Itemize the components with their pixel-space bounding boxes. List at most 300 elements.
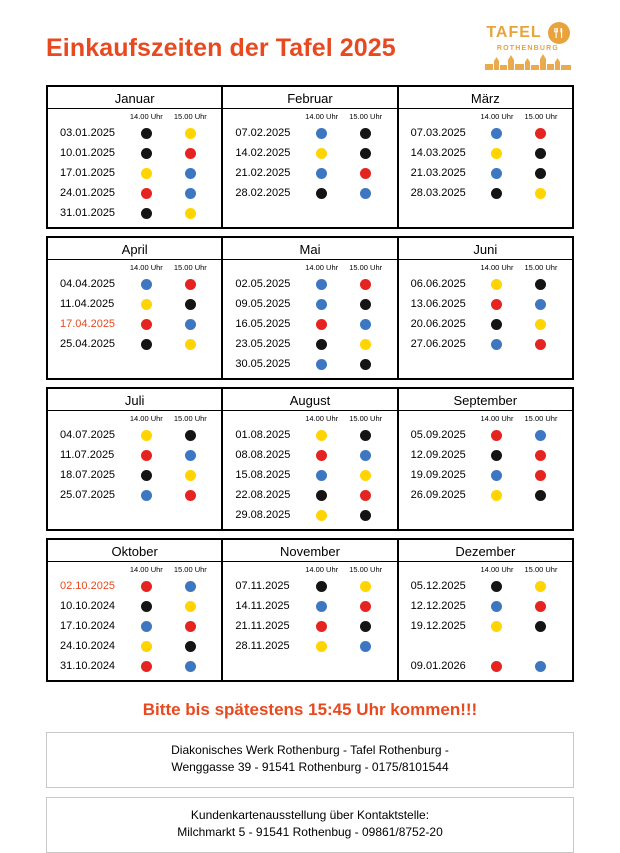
slot-cell	[124, 299, 168, 310]
time-header: 14.00 Uhr	[480, 263, 514, 272]
slot-dot-red	[535, 470, 546, 481]
date-row	[399, 314, 572, 334]
date-row	[223, 616, 396, 636]
slot-cell	[475, 490, 519, 501]
slot-dot-yellow	[360, 339, 371, 350]
slot-cell	[124, 188, 168, 199]
slot-dot-yellow	[316, 510, 327, 521]
slot-cell	[168, 581, 212, 592]
slot-dot-blue	[316, 279, 327, 290]
slot-cell	[300, 470, 344, 481]
slot-cell	[168, 430, 212, 441]
slot-cell	[124, 450, 168, 461]
slot-dot-black	[535, 490, 546, 501]
slot-cell	[300, 148, 344, 159]
slot-dot-black	[141, 148, 152, 159]
date-row	[399, 334, 572, 354]
slot-dot-black	[535, 148, 546, 159]
time-column-headers	[399, 565, 572, 574]
slot-cell	[519, 148, 563, 159]
time-column-headers	[223, 565, 396, 574]
month-block	[221, 238, 396, 378]
slot-cell	[475, 168, 519, 179]
slot-dot-black	[360, 621, 371, 632]
slot-cell	[168, 279, 212, 290]
date-label: 22.08.2025	[235, 489, 291, 501]
time-header: 14.00 Uhr	[129, 565, 163, 574]
month-name: November	[223, 543, 396, 562]
time-header: 15.00 Uhr	[349, 112, 383, 121]
month-block	[397, 238, 572, 378]
date-row	[399, 636, 572, 656]
slot-dot-red	[535, 339, 546, 350]
time-header: 14.00 Uhr	[129, 414, 163, 423]
date-row	[399, 163, 572, 183]
date-row	[399, 485, 572, 505]
slot-dot-black	[316, 188, 327, 199]
slot-cell	[300, 581, 344, 592]
date-label: 24.10.2024	[60, 640, 116, 652]
slot-dot-yellow	[316, 641, 327, 652]
slot-dot-yellow	[316, 148, 327, 159]
month-name: September	[399, 392, 572, 411]
slot-cell	[519, 661, 563, 672]
month-block	[48, 238, 221, 378]
slot-dot-black	[316, 490, 327, 501]
date-row	[48, 485, 221, 505]
date-row	[399, 294, 572, 314]
slot-dot-red	[360, 490, 371, 501]
date-label: 04.04.2025	[60, 278, 116, 290]
slot-cell	[300, 299, 344, 310]
slot-dot-red	[185, 490, 196, 501]
slot-cell	[475, 299, 519, 310]
time-header: 14.00 Uhr	[480, 112, 514, 121]
date-row	[223, 445, 396, 465]
date-row	[399, 143, 572, 163]
date-row	[48, 445, 221, 465]
date-row	[223, 576, 396, 596]
quarter-block	[46, 538, 574, 682]
date-row	[223, 183, 396, 203]
slot-dot-blue	[535, 430, 546, 441]
slot-dot-yellow	[535, 188, 546, 199]
date-label: 25.04.2025	[60, 338, 116, 350]
slot-cell	[519, 621, 563, 632]
slot-dot-black	[360, 148, 371, 159]
slot-dot-black	[491, 450, 502, 461]
slot-dot-yellow	[185, 601, 196, 612]
slot-dot-red	[316, 450, 327, 461]
slot-cell	[124, 279, 168, 290]
slot-cell	[475, 621, 519, 632]
slot-cell	[124, 661, 168, 672]
slot-cell	[300, 168, 344, 179]
slot-cell	[344, 168, 388, 179]
slot-dot-blue	[141, 621, 152, 632]
date-row	[399, 465, 572, 485]
month-block	[48, 87, 221, 227]
slot-dot-black	[360, 128, 371, 139]
slot-cell	[124, 641, 168, 652]
slot-cell	[475, 148, 519, 159]
slot-dot-black	[491, 319, 502, 330]
time-header: 14.00 Uhr	[305, 263, 339, 272]
slot-dot-black	[491, 188, 502, 199]
date-label: 25.07.2025	[60, 489, 116, 501]
month-name: Februar	[223, 90, 396, 109]
date-label: 06.06.2025	[410, 278, 466, 290]
date-row	[48, 425, 221, 445]
date-label: 14.11.2025	[235, 600, 290, 612]
slot-cell	[124, 148, 168, 159]
slot-dot-blue	[360, 450, 371, 461]
slot-dot-yellow	[316, 430, 327, 441]
month-block	[397, 389, 572, 529]
slot-cell	[124, 470, 168, 481]
time-column-headers	[223, 112, 396, 121]
slot-dot-red	[141, 319, 152, 330]
slot-dot-blue	[316, 359, 327, 370]
slot-dot-blue	[316, 601, 327, 612]
slot-cell	[168, 450, 212, 461]
slot-cell	[519, 339, 563, 350]
date-label: 31.10.2024	[60, 660, 116, 672]
slot-dot-blue	[491, 339, 502, 350]
date-row	[48, 163, 221, 183]
date-label: 16.05.2025	[235, 318, 291, 330]
date-row	[48, 596, 221, 616]
month-name: Juni	[399, 241, 572, 260]
slot-cell	[300, 621, 344, 632]
date-row	[223, 163, 396, 183]
slot-dot-blue	[141, 279, 152, 290]
time-column-headers	[223, 414, 396, 423]
date-label: 04.07.2025	[60, 429, 116, 441]
slot-cell	[124, 581, 168, 592]
date-row	[48, 143, 221, 163]
date-row	[223, 314, 396, 334]
logo-top-row	[486, 22, 569, 44]
slot-cell	[300, 510, 344, 521]
slot-dot-black	[535, 279, 546, 290]
month-block	[48, 540, 221, 680]
slot-cell	[344, 430, 388, 441]
date-row	[399, 123, 572, 143]
info-line: Milchmarkt 5 - 91541 Rothenbug - 09861/8752-20	[177, 825, 443, 840]
slot-dot-black	[141, 601, 152, 612]
slot-dot-red	[360, 168, 371, 179]
slot-cell	[168, 128, 212, 139]
slot-dot-yellow	[185, 128, 196, 139]
date-row	[223, 334, 396, 354]
date-label: 10.10.2024	[60, 600, 116, 612]
slot-dot-red	[360, 279, 371, 290]
date-row	[223, 274, 396, 294]
date-label: 03.01.2025	[60, 127, 116, 139]
slot-dot-black	[535, 168, 546, 179]
slot-cell	[168, 621, 212, 632]
info-box-2	[46, 797, 574, 853]
date-label: 19.12.2025	[410, 620, 466, 632]
slot-dot-blue	[316, 470, 327, 481]
slot-dot-blue	[360, 641, 371, 652]
slot-cell	[344, 470, 388, 481]
month-name: Juli	[48, 392, 221, 411]
slot-dot-red	[185, 148, 196, 159]
month-name: Mai	[223, 241, 396, 260]
slot-dot-yellow	[360, 470, 371, 481]
slot-cell	[519, 430, 563, 441]
info-line: Wenggasse 39 - 91541 Rothenburg - 0175/8101544	[171, 760, 449, 775]
slot-dot-black	[316, 339, 327, 350]
month-block	[397, 540, 572, 680]
slot-cell	[344, 450, 388, 461]
time-column-headers	[399, 414, 572, 423]
time-column-headers	[399, 263, 572, 272]
slot-dot-none	[491, 641, 502, 652]
month-block	[48, 389, 221, 529]
date-label: 21.03.2025	[410, 167, 466, 179]
slot-cell	[475, 601, 519, 612]
date-row	[399, 445, 572, 465]
slot-cell	[344, 641, 388, 652]
month-name: Oktober	[48, 543, 221, 562]
slot-dot-black	[360, 430, 371, 441]
date-row	[48, 616, 221, 636]
slot-cell	[519, 168, 563, 179]
slot-cell	[519, 279, 563, 290]
date-row	[223, 425, 396, 445]
time-header: 15.00 Uhr	[349, 565, 383, 574]
date-label: 05.12.2025	[410, 580, 466, 592]
slot-cell	[519, 601, 563, 612]
month-name: Januar	[48, 90, 221, 109]
month-name: März	[399, 90, 572, 109]
date-label: 07.02.2025	[235, 127, 291, 139]
date-label: 28.11.2025	[235, 640, 290, 652]
slot-dot-black	[141, 339, 152, 350]
slot-cell	[124, 339, 168, 350]
slot-dot-red	[535, 128, 546, 139]
slot-cell	[124, 601, 168, 612]
quarter-block	[46, 85, 574, 229]
slot-dot-blue	[316, 128, 327, 139]
slot-dot-blue	[141, 490, 152, 501]
date-label: 10.01.2025	[60, 147, 116, 159]
slot-dot-blue	[491, 168, 502, 179]
slot-cell	[344, 299, 388, 310]
month-name: August	[223, 392, 396, 411]
time-column-headers	[399, 112, 572, 121]
date-row	[399, 576, 572, 596]
date-row	[223, 505, 396, 525]
slot-dot-red	[185, 279, 196, 290]
date-row	[223, 636, 396, 656]
slot-cell	[519, 470, 563, 481]
slot-cell	[300, 319, 344, 330]
slot-cell	[475, 581, 519, 592]
slot-dot-black	[141, 128, 152, 139]
slot-cell	[124, 128, 168, 139]
slot-cell	[519, 319, 563, 330]
date-row	[48, 656, 221, 676]
time-header: 15.00 Uhr	[173, 112, 207, 121]
date-label: 02.05.2025	[235, 278, 291, 290]
time-column-headers	[48, 263, 221, 272]
slot-dot-black	[360, 359, 371, 370]
slot-cell	[475, 430, 519, 441]
slot-dot-red	[491, 430, 502, 441]
date-label: 21.02.2025	[235, 167, 291, 179]
fork-knife-icon	[548, 22, 570, 44]
logo-subtitle: ROTHENBURG	[496, 45, 560, 52]
month-block	[221, 87, 396, 227]
slot-cell	[300, 601, 344, 612]
slot-cell	[124, 430, 168, 441]
slot-cell	[168, 168, 212, 179]
slot-dot-blue	[360, 188, 371, 199]
slot-cell	[344, 319, 388, 330]
slot-cell	[168, 661, 212, 672]
slot-dot-black	[185, 430, 196, 441]
slot-dot-yellow	[491, 148, 502, 159]
slot-dot-red	[141, 188, 152, 199]
date-label: 13.06.2025	[410, 298, 466, 310]
slot-dot-yellow	[360, 581, 371, 592]
time-column-headers	[223, 263, 396, 272]
time-header: 15.00 Uhr	[349, 414, 383, 423]
info-box-1	[46, 732, 574, 788]
date-row	[223, 596, 396, 616]
month-block	[221, 389, 396, 529]
slot-cell	[124, 208, 168, 219]
date-label: 14.02.2025	[235, 147, 291, 159]
date-row	[399, 183, 572, 203]
slot-dot-yellow	[535, 319, 546, 330]
date-label: 28.03.2025	[410, 187, 466, 199]
time-column-headers	[48, 112, 221, 121]
slot-cell	[344, 339, 388, 350]
slot-dot-yellow	[491, 279, 502, 290]
slot-dot-yellow	[185, 470, 196, 481]
slot-dot-black	[535, 621, 546, 632]
slot-cell	[124, 168, 168, 179]
slot-cell	[475, 641, 519, 652]
time-header: 15.00 Uhr	[524, 565, 558, 574]
date-label: 12.09.2025	[410, 449, 466, 461]
date-label: 14.03.2025	[410, 147, 466, 159]
slot-cell	[519, 581, 563, 592]
slot-cell	[344, 581, 388, 592]
slot-dot-yellow	[535, 581, 546, 592]
date-label: 18.07.2025	[60, 469, 116, 481]
date-label: 12.12.2025	[410, 600, 466, 612]
slot-dot-black	[360, 510, 371, 521]
date-label: 09.01.2026	[410, 660, 466, 672]
slot-dot-red	[316, 621, 327, 632]
slot-cell	[300, 339, 344, 350]
slot-cell	[519, 450, 563, 461]
time-header: 15.00 Uhr	[524, 112, 558, 121]
date-row	[223, 465, 396, 485]
slot-dot-blue	[185, 661, 196, 672]
slot-cell	[168, 470, 212, 481]
slot-dot-blue	[316, 299, 327, 310]
slot-cell	[344, 279, 388, 290]
time-header: 14.00 Uhr	[305, 414, 339, 423]
date-row	[48, 636, 221, 656]
slot-cell	[344, 490, 388, 501]
slot-cell	[124, 319, 168, 330]
slot-cell	[475, 279, 519, 290]
slot-dot-blue	[185, 188, 196, 199]
slot-dot-red	[141, 661, 152, 672]
slot-dot-yellow	[141, 430, 152, 441]
tafel-logo	[482, 22, 574, 75]
time-header: 15.00 Uhr	[173, 414, 207, 423]
page-header	[46, 0, 574, 85]
date-row	[48, 183, 221, 203]
date-label: 21.11.2025	[235, 620, 290, 632]
date-label: 17.01.2025	[60, 167, 116, 179]
slot-dot-black	[141, 470, 152, 481]
slot-dot-blue	[316, 168, 327, 179]
quarter-block	[46, 236, 574, 380]
slot-dot-red	[491, 661, 502, 672]
slot-cell	[475, 128, 519, 139]
slot-dot-blue	[491, 470, 502, 481]
time-header: 14.00 Uhr	[129, 263, 163, 272]
slot-dot-blue	[535, 661, 546, 672]
month-block	[221, 540, 396, 680]
slot-dot-red	[360, 601, 371, 612]
time-header: 15.00 Uhr	[524, 263, 558, 272]
date-label: 02.10.2025	[60, 580, 116, 592]
slot-cell	[519, 641, 563, 652]
slot-dot-blue	[360, 319, 371, 330]
date-row	[48, 334, 221, 354]
date-label: 23.05.2025	[235, 338, 291, 350]
slot-cell	[344, 510, 388, 521]
slot-dot-red	[316, 319, 327, 330]
slot-cell	[300, 641, 344, 652]
slot-dot-red	[491, 299, 502, 310]
slot-dot-red	[141, 581, 152, 592]
slot-dot-black	[185, 641, 196, 652]
slot-dot-yellow	[185, 208, 196, 219]
slot-cell	[475, 661, 519, 672]
date-label: 09.05.2025	[235, 298, 291, 310]
slot-cell	[124, 490, 168, 501]
date-label: 30.05.2025	[235, 358, 291, 370]
time-header: 14.00 Uhr	[480, 565, 514, 574]
quarter-block	[46, 387, 574, 531]
date-label: 31.01.2025	[60, 207, 116, 219]
slot-dot-black	[491, 581, 502, 592]
date-row	[48, 203, 221, 223]
slot-cell	[475, 319, 519, 330]
date-row	[399, 656, 572, 676]
slot-cell	[475, 339, 519, 350]
slot-dot-black	[316, 581, 327, 592]
date-row	[223, 143, 396, 163]
slot-cell	[300, 188, 344, 199]
slot-cell	[168, 339, 212, 350]
slot-dot-black	[185, 299, 196, 310]
time-column-headers	[48, 565, 221, 574]
date-label: 07.11.2025	[235, 580, 290, 592]
